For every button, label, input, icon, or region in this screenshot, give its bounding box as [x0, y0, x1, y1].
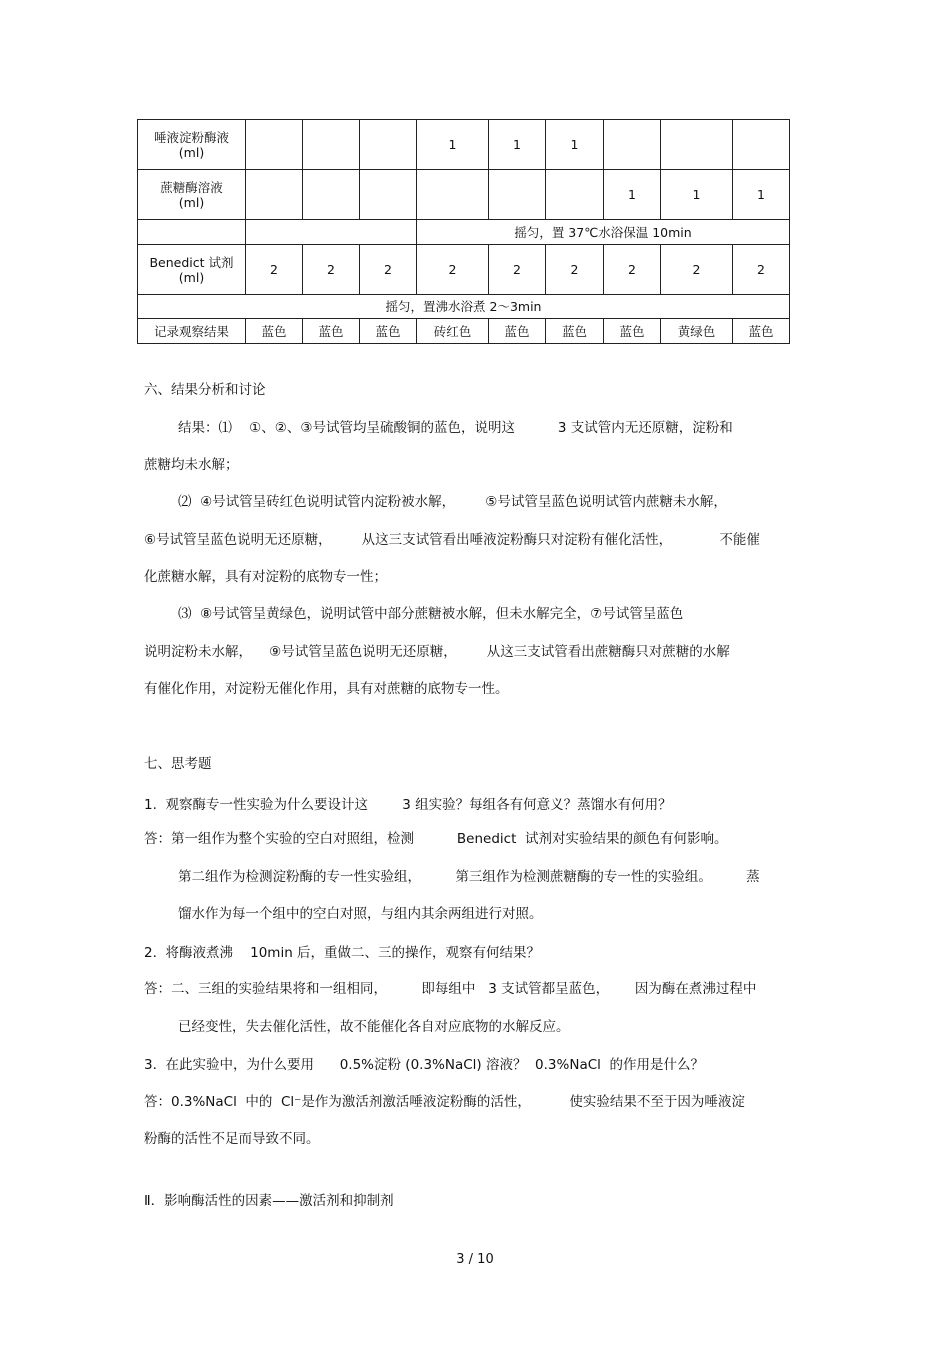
- answer-line: 已经变性，失去催化活性，故不能催化各自对应底物的水解反应。: [178, 1019, 570, 1035]
- page-number: 3 / 10: [456, 1252, 494, 1267]
- table-cell: 2: [360, 245, 417, 295]
- question-line: 2. 将酶液煮沸 10min 后，重做二、三的操作，观察有何结果？: [144, 945, 541, 961]
- experiment-table: [137, 119, 790, 344]
- table-cell: [303, 170, 360, 220]
- table-cell: 2: [604, 245, 661, 295]
- answer-line: 馏水作为每一个组中的空白对照，与组内其余两组进行对照。: [178, 906, 543, 922]
- table-row: [138, 319, 790, 344]
- table-cell: [360, 120, 417, 170]
- answer-line: 答：0.3%NaCl 中的 Cl⁻是作为激活剂激活唾液淀粉酶的活性， 使实验结果不至于因为唾液淀: [144, 1094, 745, 1110]
- table-cell: 蓝色: [303, 319, 360, 344]
- table-row: [138, 295, 790, 319]
- merged-instruction-cell: 摇匀，置 37℃水浴保温 10min: [417, 220, 790, 245]
- table-row: [138, 170, 790, 220]
- table-cell: 2: [246, 245, 303, 295]
- table-cell: 1: [733, 170, 790, 220]
- row-label: Benedict 试剂 (ml): [138, 245, 246, 295]
- table-cell: [604, 120, 661, 170]
- table-cell: 2: [303, 245, 360, 295]
- table-cell: 蓝色: [360, 319, 417, 344]
- table-cell: 2: [733, 245, 790, 295]
- answer-line: 粉酶的活性不足而导致不同。: [144, 1131, 320, 1147]
- table-cell: 2: [546, 245, 604, 295]
- table-cell: 1: [417, 120, 489, 170]
- table-cell: [733, 120, 790, 170]
- table-cell: [489, 170, 546, 220]
- table-cell: [360, 170, 417, 220]
- table-cell: [246, 170, 303, 220]
- table-cell: 1: [661, 170, 733, 220]
- merged-instruction-cell: 摇匀，置沸水浴煮 2～3min: [138, 295, 790, 319]
- table-cell: [246, 120, 303, 170]
- table-row: [138, 220, 790, 245]
- table-cell: 2: [489, 245, 546, 295]
- answer-line: 答：二、三组的实验结果将和一组相同， 即每组中 3 支试管都呈蓝色， 因为酶在煮沸过程中: [144, 981, 757, 997]
- section-heading: Ⅱ．影响酶活性的因素——激活剂和抑制剂: [144, 1193, 394, 1209]
- table-cell: 蓝色: [604, 319, 661, 344]
- table-cell: 1: [489, 120, 546, 170]
- section-heading: 六、结果分析和讨论: [144, 382, 266, 398]
- table-row: [138, 120, 790, 170]
- answer-line: 第二组作为检测淀粉酶的专一性实验组， 第三组作为检测蔗糖酶的专一性的实验组。 蒸: [178, 869, 760, 885]
- row-label: [138, 220, 246, 245]
- table-cell: [246, 220, 417, 245]
- row-label: 记录观察结果: [138, 319, 246, 344]
- paragraph-line: ⑥号试管呈蓝色说明无还原糖， 从这三支试管看出唾液淀粉酶只对淀粉有催化活性， 不能催: [144, 532, 760, 548]
- section-heading: 七、思考题: [144, 756, 212, 772]
- answer-line: 答：第一组作为整个实验的空白对照组，检测 Benedict 试剂对实验结果的颜色有何影响。: [144, 831, 728, 847]
- question-line: 3. 在此实验中，为什么要用 0.5%淀粉 (0.3%NaCl) 溶液？ 0.3%NaCl 的作用是什么？: [144, 1057, 704, 1073]
- paragraph-line: 结果：⑴ ①、②、③号试管均呈硫酸铜的蓝色，说明这 3 支试管内无还原糖，淀粉和: [178, 420, 733, 436]
- table-cell: 黄绿色: [661, 319, 733, 344]
- paragraph-line: ⑵ ④号试管呈砖红色说明试管内淀粉被水解， ⑤号试管呈蓝色说明试管内蔗糖未水解，: [178, 494, 727, 510]
- table-cell: [661, 120, 733, 170]
- table-cell: 砖红色: [417, 319, 489, 344]
- row-label: 蔗糖酶溶液 (ml): [138, 170, 246, 220]
- table-cell: 蓝色: [733, 319, 790, 344]
- table-cell: 1: [604, 170, 661, 220]
- paragraph-line: 化蔗糖水解，具有对淀粉的底物专一性；: [144, 569, 387, 585]
- table-cell: 2: [417, 245, 489, 295]
- table-row: [138, 245, 790, 295]
- table-cell: 1: [546, 120, 604, 170]
- paragraph-line: ⑶ ⑧号试管呈黄绿色，说明试管中部分蔗糖被水解，但未水解完全，⑦号试管呈蓝色: [178, 606, 684, 622]
- table-cell: 蓝色: [546, 319, 604, 344]
- table-cell: 蓝色: [246, 319, 303, 344]
- question-line: 1. 观察酶专一性实验为什么要设计这 3 组实验？每组各有何意义？蒸馏水有何用？: [144, 797, 672, 813]
- paragraph-line: 说明淀粉未水解， ⑨号试管呈蓝色说明无还原糖， 从这三支试管看出蔗糖酶只对蔗糖的水解: [144, 644, 730, 660]
- paragraph-line: 有催化作用，对淀粉无催化作用，具有对蔗糖的底物专一性。: [144, 681, 509, 697]
- table-cell: 2: [661, 245, 733, 295]
- table-cell: 蓝色: [489, 319, 546, 344]
- table-cell: [417, 170, 489, 220]
- row-label: 唾液淀粉酶液 (ml): [138, 120, 246, 170]
- table-cell: [303, 120, 360, 170]
- paragraph-line: 蔗糖均未水解；: [144, 457, 239, 473]
- table-cell: [546, 170, 604, 220]
